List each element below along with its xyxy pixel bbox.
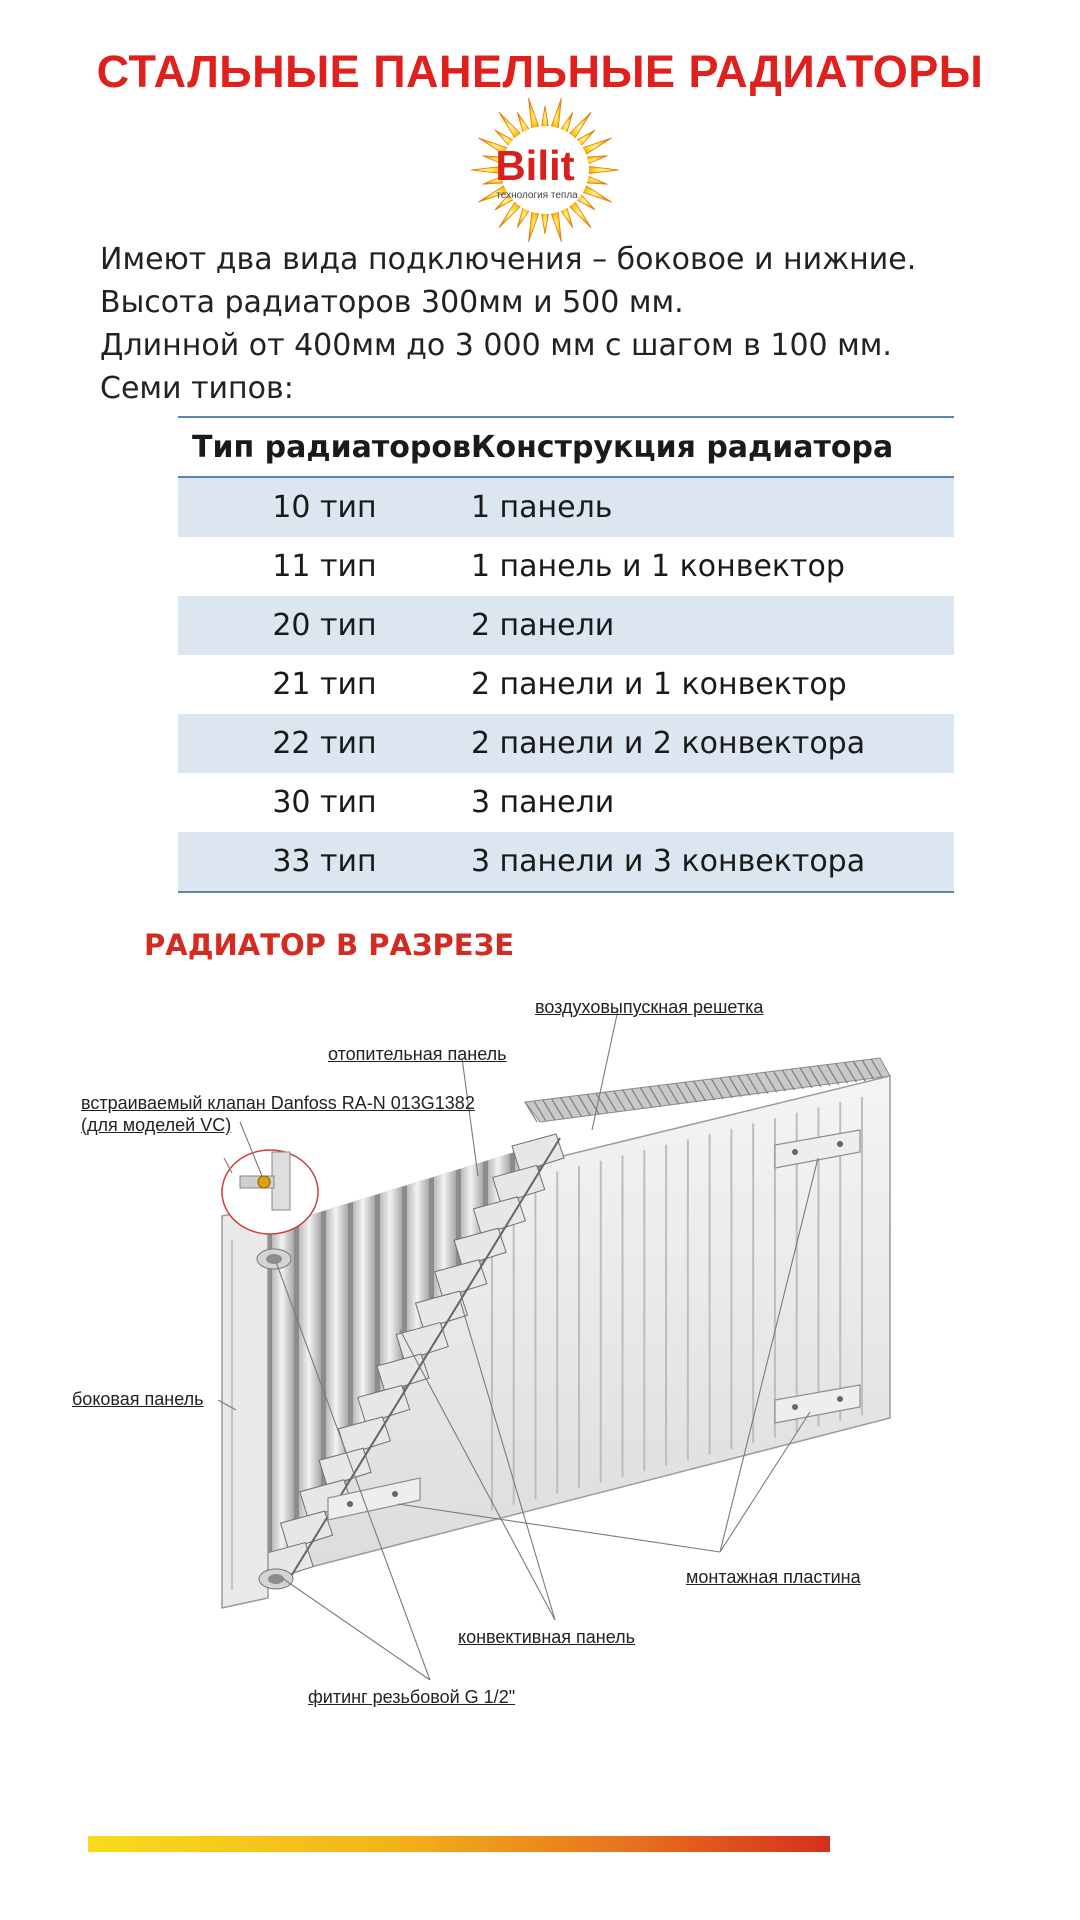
cell-construction: 1 панель и 1 конвектор xyxy=(470,549,845,584)
label-heating-panel: отопительная панель xyxy=(328,1044,507,1064)
bottom-gradient-bar xyxy=(88,1836,830,1852)
bilit-logo xyxy=(455,92,635,247)
label-convector: конвективная панель xyxy=(458,1627,636,1647)
intro-text xyxy=(100,238,1020,410)
radiator-cutaway-diagram xyxy=(0,980,1080,1740)
label-grille: воздуховыпускная решетка xyxy=(535,997,764,1017)
cell-construction: 2 панели и 2 конвектора xyxy=(471,714,954,773)
intro-line-height: Высота радиаторов 300мм и 500 мм. xyxy=(100,285,684,320)
valve-inset xyxy=(222,1150,318,1234)
intro-line-connection: Имеют два вида подключения – боковое и нижние. xyxy=(100,242,917,277)
label-valve-line2: (для моделей VC) xyxy=(81,1115,232,1135)
label-valve-line1: встраиваемый клапан Danfoss RA-N 013G1382 xyxy=(81,1093,475,1113)
table-row xyxy=(178,714,954,773)
cell-construction: 2 панели xyxy=(471,596,954,655)
header-construction: Конструкция радиатора xyxy=(471,417,954,477)
cell-type: 11 тип xyxy=(272,549,377,584)
cell-type: 22 тип xyxy=(178,714,471,773)
valve-icon xyxy=(258,1176,270,1188)
label-fitting: фитинг резьбовой G 1/2" xyxy=(308,1687,516,1707)
cell-type: 33 тип xyxy=(178,832,471,892)
logo-tagline: технология тепла xyxy=(496,190,578,201)
side-panel xyxy=(222,1206,268,1608)
table-header-row xyxy=(178,417,954,477)
radiator-types-table xyxy=(178,416,954,893)
cell-type: 10 тип xyxy=(178,477,471,537)
intro-line-length: Длинной от 400мм до 3 000 мм с шагом в 100 мм. xyxy=(100,328,892,363)
cell-construction: 3 панели и 3 конвектора xyxy=(471,832,954,892)
table-row xyxy=(178,773,954,832)
table-row xyxy=(178,655,954,714)
logo-brand: Bilit xyxy=(495,142,575,189)
header-type: Тип радиаторов xyxy=(178,417,471,477)
cell-construction: 3 панели xyxy=(470,785,615,820)
table-row xyxy=(178,537,954,596)
table-row xyxy=(178,596,954,655)
cell-type: 21 тип xyxy=(272,667,377,702)
table-row xyxy=(178,477,954,537)
section-title: РАДИАТОР В РАЗРЕЗЕ xyxy=(144,928,515,962)
cell-type: 30 тип xyxy=(272,785,377,820)
cell-construction: 1 панель xyxy=(471,477,954,537)
label-mounting-plate: монтажная пластина xyxy=(686,1567,861,1587)
cell-construction: 2 панели и 1 конвектор xyxy=(470,667,847,702)
cell-type: 20 тип xyxy=(178,596,471,655)
intro-line-types: Семи типов: xyxy=(100,371,294,406)
table-row xyxy=(178,832,954,892)
page-title: СТАЛЬНЫЕ ПАНЕЛЬНЫЕ РАДИАТОРЫ xyxy=(96,46,984,97)
label-side-panel: боковая панель xyxy=(72,1389,204,1409)
